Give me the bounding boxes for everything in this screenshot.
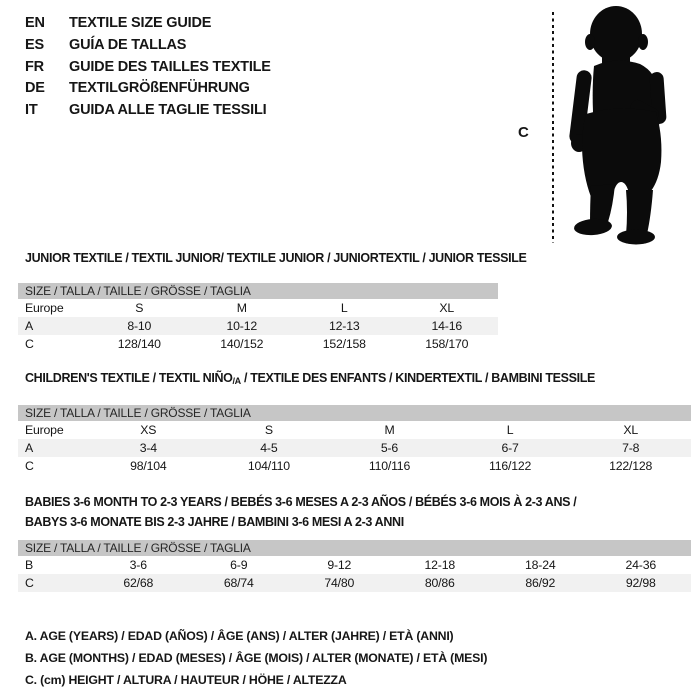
language-code: EN	[25, 15, 45, 31]
row-label: Europe	[25, 301, 64, 315]
age-cell: 3-4	[139, 441, 157, 455]
height-cell: 68/74	[223, 576, 254, 590]
size-cell: L	[340, 301, 348, 315]
table-row-months	[18, 556, 691, 574]
table-row-age	[18, 317, 498, 335]
height-cell: 140/152	[220, 337, 264, 351]
section-junior-textile	[18, 251, 527, 353]
age-cell: 8-10	[127, 319, 152, 333]
language-label: TEXTILE SIZE GUIDE	[69, 15, 212, 31]
months-cell: 3-6	[129, 558, 147, 572]
row-label: A	[25, 441, 34, 455]
section-heading	[18, 371, 691, 388]
language-label: GUIDA ALLE TAGLIE TESSILI	[69, 102, 267, 119]
table-row-age	[18, 439, 691, 457]
height-cell: 62/68	[123, 576, 154, 590]
language-code: ES	[25, 36, 44, 53]
section-babies-textile	[18, 492, 691, 592]
row-label: C	[25, 459, 34, 473]
language-guide-list	[25, 13, 271, 122]
height-cell: 98/104	[130, 459, 167, 473]
heading-text: CHILDREN'S TEXTILE / TEXTIL NIÑO	[25, 371, 233, 385]
age-cell: 10-12	[226, 319, 257, 333]
row-label: C	[25, 576, 34, 590]
table-row-height	[18, 574, 691, 592]
measurement-legend	[25, 626, 487, 691]
row-label: Europe	[25, 423, 64, 437]
language-row-fr	[25, 57, 271, 79]
size-cell: M	[236, 301, 247, 315]
height-cell: 110/116	[368, 459, 411, 473]
months-cell: 24-36	[625, 558, 656, 572]
months-cell: 6-9	[230, 558, 248, 572]
language-label: TEXTILGRÖßENFÜHRUNG	[69, 80, 250, 97]
language-row-es	[25, 35, 271, 57]
legend-line-a: A. AGE (YEARS) / EDAD (AÑOS) / ÂGE (ANS) / ALTER (JAHRE) / ETÀ (ANNI)	[25, 629, 454, 643]
row-label: A	[25, 319, 34, 333]
size-header-bar: SIZE / TALLA / TAILLE / GRÖSSE / TAGLIA	[18, 405, 691, 421]
height-cell: 74/80	[324, 576, 355, 590]
size-cell: M	[384, 423, 395, 437]
language-code: FR	[25, 58, 44, 75]
months-cell: 12-18	[424, 558, 455, 572]
height-cell: 158/170	[425, 337, 469, 351]
table-row-height	[18, 335, 498, 353]
heading-text: / TEXTILE DES ENFANTS / KINDERTEXTIL / BAMBINI TESSILE	[240, 371, 596, 385]
age-cell: 4-5	[260, 441, 278, 455]
language-label: GUÍA DE TALLAS	[69, 36, 187, 53]
row-label: B	[25, 558, 34, 572]
height-cell: 122/128	[609, 459, 653, 473]
section-heading	[18, 492, 691, 532]
heading-line-1: BABIES 3-6 MONTH TO 2-3 YEARS / BEBÉS 3-6 MESES A 2-3 AÑOS / BÉBÉS 3-6 MOIS À 2-3 ANS /	[25, 495, 577, 509]
height-cell: 86/92	[525, 576, 556, 590]
heading-line-2: BABYS 3-6 MONATE BIS 2-3 JAHRE / BAMBINI 3-6 MESI A 2-3 ANNI	[25, 515, 404, 529]
size-header-bar: SIZE / TALLA / TAILLE / GRÖSSE / TAGLIA	[18, 283, 498, 299]
height-cell: 128/140	[117, 337, 161, 351]
language-label: GUIDE DES TAILLES TEXTILE	[69, 58, 271, 75]
size-cell: S	[264, 423, 273, 437]
height-measure-label: C	[518, 124, 529, 141]
size-cell: XL	[439, 301, 455, 315]
toddler-silhouette-icon	[566, 4, 676, 246]
age-cell: 14-16	[431, 319, 462, 333]
legend-line-c: C. (cm) HEIGHT / ALTURA / HAUTEUR / HÖHE / ALTEZZA	[25, 672, 347, 687]
height-cell: 152/158	[322, 337, 366, 351]
heading-subscript: /A	[232, 376, 241, 386]
language-row-de	[25, 78, 271, 100]
table-row-height	[18, 457, 691, 475]
size-cell: L	[506, 423, 514, 437]
table-row-europe	[18, 421, 691, 439]
language-code: DE	[25, 80, 45, 97]
legend-line-b: B. AGE (MONTHS) / EDAD (MESES) / ÂGE (MOIS) / ALTER (MONATE) / ETÀ (MESI)	[25, 650, 488, 665]
language-code: IT	[25, 102, 38, 119]
height-measure-dotted-line	[552, 12, 554, 243]
height-cell: 92/98	[625, 576, 656, 590]
height-cell: 116/122	[489, 459, 532, 473]
height-cell: 104/110	[247, 459, 290, 473]
table-row-europe	[18, 299, 498, 317]
age-cell: 6-7	[501, 441, 519, 455]
months-cell: 9-12	[327, 558, 352, 572]
months-cell: 18-24	[525, 558, 556, 572]
age-cell: 7-8	[622, 441, 640, 455]
size-header-bar: SIZE / TALLA / TAILLE / GRÖSSE / TAGLIA	[18, 540, 691, 556]
age-cell: 5-6	[380, 441, 399, 455]
height-cell: 80/86	[424, 576, 455, 590]
age-cell: 12-13	[329, 319, 360, 333]
language-row-it	[25, 100, 271, 122]
size-cell: XS	[140, 423, 157, 437]
size-cell: S	[135, 301, 144, 315]
size-cell: XL	[623, 423, 638, 437]
section-heading: JUNIOR TEXTILE / TEXTIL JUNIOR/ TEXTILE JUNIOR / JUNIORTEXTIL / JUNIOR TESSILE	[25, 251, 527, 265]
row-label: C	[25, 337, 34, 351]
section-childrens-textile	[18, 371, 691, 475]
language-row-en	[25, 13, 271, 35]
